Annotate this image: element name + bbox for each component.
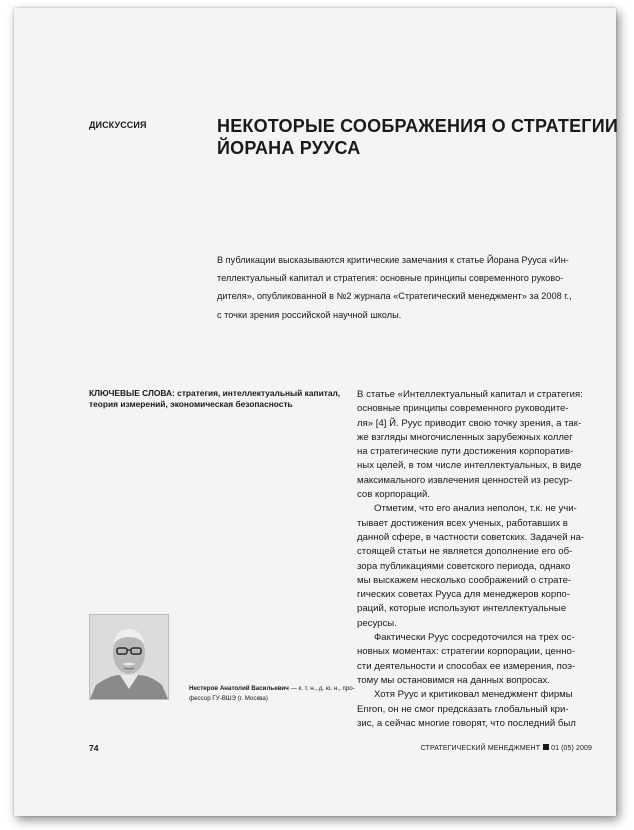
issue-number: 01 (05) 2009 [551, 745, 592, 752]
author-photo [89, 614, 169, 700]
article-abstract [217, 251, 607, 324]
body-line: зора публикациями советского периода, однако [357, 560, 571, 572]
body-line: ных целей, в том числе интеллектуальных, в виде [357, 460, 582, 472]
author-name: Нестеров Анатолий Васильевич [189, 685, 289, 692]
author-affiliation: фессор ГУ-ВШЭ (г. Москва) [189, 695, 268, 702]
body-line: стоящей статьи не является дополнение его об- [357, 546, 573, 558]
body-line: сти деятельности и способах ее измерения, поэ- [357, 660, 576, 672]
article-body [357, 388, 607, 731]
author-portrait-image [90, 615, 168, 699]
journal-page [14, 8, 616, 816]
running-footer [421, 744, 592, 752]
keywords-line [89, 388, 341, 399]
section-label: ДИСКУССИЯ [89, 120, 147, 130]
keywords-block [89, 388, 341, 410]
abstract-line: В публикации высказываются критические замечания к статье Йорана Рууса «Ин- [217, 255, 569, 265]
body-line: зис, а сейчас многие говорят, что последний был [357, 717, 576, 729]
keywords-text: теория измерений, экономическая безопасность [89, 399, 293, 409]
body-line: сов корпораций. [357, 489, 431, 501]
body-line: раций, которые используют интеллектуальные [357, 603, 567, 615]
abstract-line: с точки зрения российской научной школы. [217, 309, 402, 320]
body-line: ресурсы. [357, 617, 397, 629]
author-line [189, 684, 369, 694]
body-line: ля» [4] Й. Руус приводит свою точку зрения, а так- [357, 417, 582, 429]
title-line: НЕКОТОРЫЕ СООБРАЖЕНИЯ О СТРАТЕГИИ [217, 116, 618, 136]
body-line: Фактически Руус сосредоточился на трех ос- [374, 632, 575, 644]
author-degrees: — к. т. н., д. ю. н., про- [288, 685, 355, 692]
body-line: тывает достижения всех ученых, работавших в [357, 517, 568, 529]
body-line: на стратегические пути достижения корпоратив- [357, 446, 574, 458]
body-line: мы выскажем несколько соображений о страте- [357, 574, 572, 586]
keywords-text: стратегия, интеллектуальный капитал, [174, 388, 341, 398]
body-line: В статье «Интеллектуальный капитал и стратегия: [357, 389, 583, 400]
body-line: Хотя Руус и критиковал менеджмент фирмы [374, 689, 573, 701]
author-info [189, 684, 369, 704]
body-line: данной сфере, в частности советских. Задачей на- [357, 531, 585, 543]
keywords-label: КЛЮЧЕВЫЕ СЛОВА: [89, 388, 175, 398]
abstract-line: дителя», опубликованной в №2 журнала «Стратегический менеджмент» за 2008 г., [217, 291, 572, 302]
page-number: 74 [89, 743, 99, 753]
body-line: Enron, он не смог предсказать глобальный кри- [357, 703, 569, 715]
body-line: новных моментах: стратегии корпорации, ценно- [357, 646, 576, 658]
body-line: основные принципы современного руководите- [357, 403, 569, 415]
body-line: максимального извлечения ценностей из ресур- [357, 474, 573, 486]
journal-name: СТРАТЕГИЧЕСКИЙ МЕНЕДЖМЕНТ [420, 745, 541, 752]
body-line: же взгляды многочисленных зарубежных коллег [357, 431, 573, 443]
abstract-line: теллектуальный капитал и стратегия: основные принципы современного руково- [217, 273, 564, 284]
body-line: гических советах Рууса для менеджеров корпо- [357, 589, 570, 601]
title-line: ЙОРАНА РУУСА [217, 138, 361, 158]
body-line: тому мы остановимся на данных вопросах. [357, 674, 551, 686]
article-title [217, 115, 618, 159]
body-line: Отметим, что его анализ неполон, т.к. не учи- [374, 503, 577, 515]
square-bullet-icon [543, 744, 549, 750]
